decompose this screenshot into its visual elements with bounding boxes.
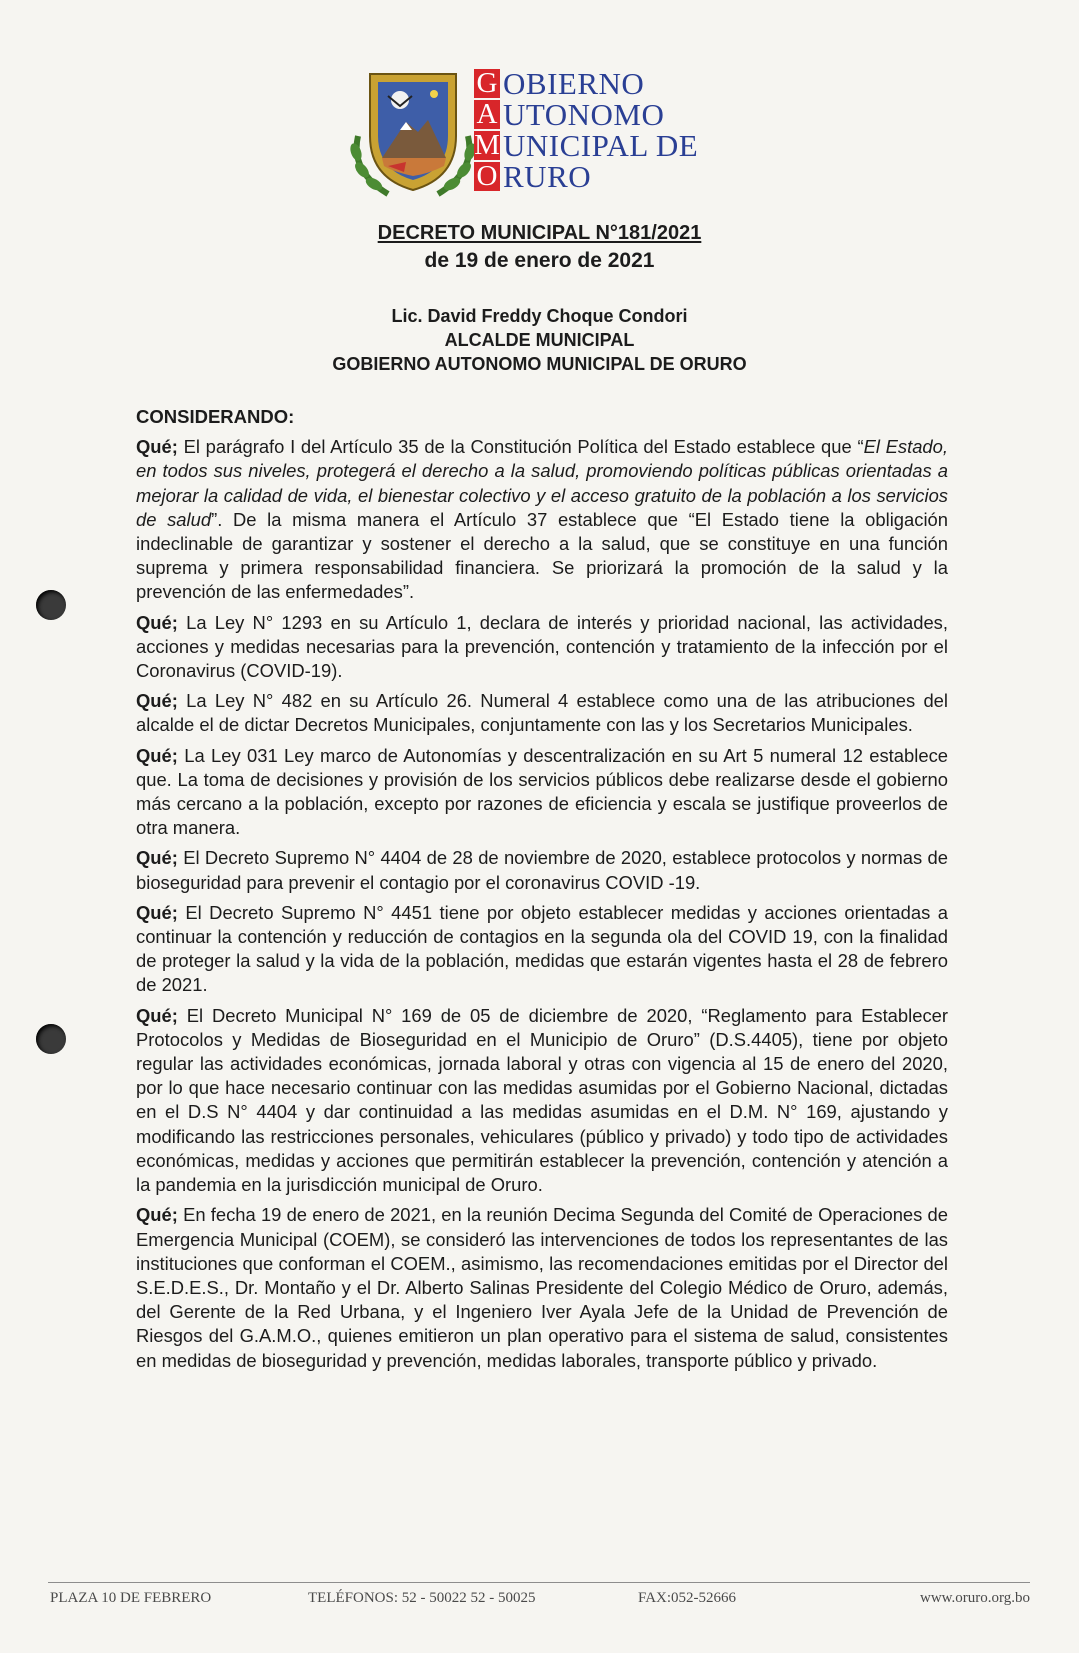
footer-address: PLAZA 10 DE FEBRERO [50,1590,212,1606]
recital-text: El Decreto Supremo N° 4451 tiene por objeto establecer medidas y acciones orientadas a continuar la contención y reducción de contagios en la segunda ola del COVID 19, con la finalidad de proteger la salud y la vida de la población, medidas que estarán vigentes hasta el 28 de febrero de 2021. [136,901,948,996]
wordmark-initial: O [474,162,500,191]
decree-body [136,405,948,1379]
recital-paragraph [136,689,948,737]
decree-date: de 19 de enero de 2021 [424,249,655,272]
wordmark-text: OBIERNO [503,66,645,101]
recital-paragraph [136,901,948,998]
recital-paragraph [136,1004,948,1198]
que-label: Qué; [136,611,178,633]
page-footer [50,1590,1030,1607]
wordmark-line [474,161,698,192]
recital-text: La Ley N° 1293 en su Artículo 1, declara de interés y prioridad nacional, las actividades, acciones y medidas necesarias para la prevención, contención y tratamiento de la infección por el Coronavirus (COVID-19). [136,611,948,682]
punch-hole [36,590,66,620]
wordmark-line [474,130,698,161]
wordmark-line [474,99,698,130]
authority-name: Lic. David Freddy Choque Condori [391,306,688,326]
letterhead [340,62,760,202]
footer-website: www.oruro.org.bo [920,1590,1030,1606]
recital-text: ”. De la misma manera el Artículo 37 establece que “El Estado tiene la obligación indeclinable de garantizar y sostener el derecho a la salud, que se constituye en una función suprema y primera responsabilidad financiera. Se priorizará la promoción de la salud y la prevención de las enfermedades”. [136,508,948,603]
wordmark-initial: A [474,100,500,129]
authority-role: ALCALDE MUNICIPAL [444,330,635,350]
recital-quote: El Estado, en todos sus niveles, protegerá el derecho a la salud, promoviendo políticas públicas orientadas a mejorar la calidad de vida, el bienestar colectivo y el acceso gratuito de la población a los servicios de salud [136,436,948,530]
que-label: Qué; [136,847,178,869]
wordmark-initial: M [474,129,500,161]
wordmark-text: RURO [503,159,592,194]
recital-text: La Ley 031 Ley marco de Autonomías y descentralización en su Art 5 numeral 12 establece que. La toma de decisiones y provisión de los servicios públicos debe realizarse desde el gobierno más cercano a la población, excepto por razones de eficiencia y escala se justifique proveerlos de otra manera. [136,744,948,839]
que-label: Qué; [136,690,178,712]
que-label: Qué; [136,1204,178,1226]
recital-paragraph [136,744,948,841]
wordmark-text: UNICIPAL DE [503,128,699,163]
footer-phones: TELÉFONOS: 52 - 50022 52 - 50025 [308,1590,536,1606]
recital-text: El parágrafo I del Artículo 35 de la Constitución Política del Estado establece que “ [177,436,864,458]
wordmark-initial: G [474,69,500,98]
recital-paragraph [136,1203,948,1372]
wordmark-text: UTONOMO [503,97,665,132]
recital-text: La Ley N° 482 en su Artículo 26. Numeral 4 establece como una de las atribuciones del alcalde el de dictar Decretos Municipales, conjuntamente con las y los Secretarios Municipales. [136,690,948,736]
coat-of-arms-icon [348,66,478,202]
que-label: Qué; [136,901,178,923]
footer-fax: FAX:052-52666 [638,1590,737,1606]
recital-paragraph [136,435,948,604]
recital-text: En fecha 19 de enero de 2021, en la reunión Decima Segunda del Comité de Operaciones de Emergencia Municipal (COEM), se consideró las intervenciones de todos los representantes de las instituciones que conforman el COEM., asimismo, las recomendaciones emitidas por el Director del S.E.D.E.S., Dr. Montaño y el Dr. Alberto Salinas Presidente del Colegio Médico de Oruro, además, del Gerente de la Red Urbana, y el Ingeniero Iver Ayala Jefe de la Unidad de Prevención de Riesgos del G.A.M.O., quienes emitieron un plan operativo para el sistema de salud, consistentes en medidas de bioseguridad y prevención, medidas laborales, transporte público y privado. [136,1204,948,1371]
decree-title: DECRETO MUNICIPAL N°181/2021 [377,222,702,244]
institution-wordmark [474,68,698,192]
que-label: Qué; [136,1004,178,1026]
considerando-heading: CONSIDERANDO: [136,406,295,427]
wordmark-line [474,68,698,99]
que-label: Qué; [136,744,178,766]
recital-paragraph [136,611,948,684]
decree-heading [0,222,1079,273]
que-label: Qué; [136,436,178,458]
authority-block [0,304,1079,376]
recital-paragraph [136,846,948,894]
recital-text: El Decreto Municipal N° 169 de 05 de diciembre de 2020, “Reglamento para Establecer Protocolos y Medidas de Bioseguridad en el Municipio de Oruro” (D.S.4405), tiene por objeto regular las actividades económicas, jornada laboral y otras con vigencia al 15 de enero del 2020, por lo que hace necesario continuar con las medidas asumidas por el Gobierno Nacional, dictadas en el D.S N° 4404 y dar continuidad a las medidas asumidas en el D.M. N° 169, ajustando y modificando las restricciones personales, vehiculares (público y privado) y todo tipo de actividades económicas, medidas y acciones que permitirán establecer la prevención, contención y atención a la pandemia en la jurisdicción municipal de Oruro. [136,1004,948,1196]
footer-divider [48,1582,1030,1583]
recital-text: El Decreto Supremo N° 4404 de 28 de noviembre de 2020, establece protocolos y normas de bioseguridad para prevenir el contagio por el coronavirus COVID -19. [136,847,948,893]
authority-entity: GOBIERNO AUTONOMO MUNICIPAL DE ORURO [332,354,747,374]
punch-hole [36,1024,66,1054]
